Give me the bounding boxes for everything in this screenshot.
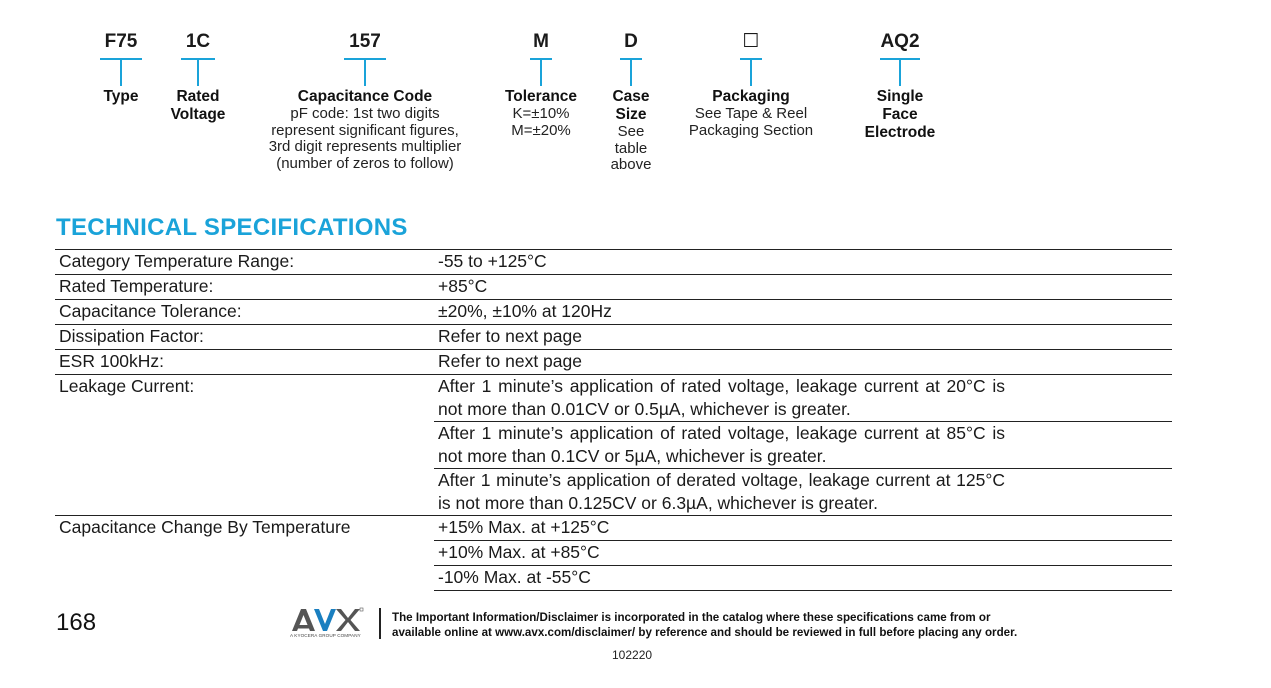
spec-parameter: Capacitance Change By Temperature [55, 516, 434, 591]
spec-value: Refer to next page [434, 325, 1172, 350]
code-bracket [740, 58, 762, 88]
code-part-rated-voltage [163, 30, 233, 124]
code-label-line: Size [615, 106, 647, 123]
table-row [55, 325, 1172, 350]
code-description [245, 106, 485, 172]
table-row [55, 375, 1172, 422]
code-description-line: Packaging Section [688, 121, 814, 139]
spec-value: Refer to next page [434, 350, 1172, 375]
disclaimer [392, 610, 1017, 640]
code-label [855, 88, 945, 142]
code-label-line: Voltage [170, 106, 226, 123]
code-bracket [344, 58, 386, 88]
code-description-line: M=±20% [511, 121, 571, 139]
spec-value [434, 375, 1172, 422]
spec-parameter: Capacitance Tolerance: [55, 300, 434, 325]
code-description-line: K=±10% [512, 105, 570, 122]
disclaimer-line: The Important Information/Disclaimer is incorporated in the catalog where these specifications came from or [392, 611, 991, 624]
spec-value: +85°C [434, 275, 1172, 300]
code-bracket [100, 58, 142, 88]
code-part-tolerance [496, 30, 586, 139]
footer-divider [379, 608, 381, 639]
code-part-packaging [680, 30, 822, 139]
code-description-line: 3rd digit represents multiplier [268, 138, 462, 155]
spec-value-text: After 1 minute’s application of derated voltage, leakage current at 125°C is not more than 0.125CV or 6.3µA, whichever is greater. [438, 470, 1005, 513]
code-bracket [880, 58, 920, 88]
code-label [601, 88, 661, 124]
spec-parameter: Category Temperature Range: [55, 250, 434, 275]
code-description [601, 124, 661, 174]
spec-parameter: ESR 100kHz: [55, 350, 434, 375]
code-label: Packaging [712, 88, 790, 105]
disclaimer-line: available online at www.avx.com/disclaimer/ by reference and should be reviewed in full before placing any order. [392, 626, 1018, 639]
code-bracket [181, 58, 215, 88]
code-bracket [620, 58, 642, 88]
table-row [55, 350, 1172, 375]
spec-value-text: After 1 minute’s application of rated voltage, leakage current at 85°C is not more than 0.1CV or 5µA, whichever is greater. [438, 423, 1005, 466]
code-value: D [624, 31, 638, 52]
spec-parameter: Leakage Current: [55, 375, 434, 516]
spec-value: ±20%, ±10% at 120Hz [434, 300, 1172, 325]
table-row [55, 300, 1172, 325]
table-row [55, 275, 1172, 300]
code-part-single-face-electrode [855, 30, 945, 142]
page-number: 168 [56, 609, 97, 636]
code-description-line: pF code: 1st two digits [290, 105, 440, 122]
code-value: F75 [104, 31, 138, 52]
spec-value: +10% Max. at +85°C [434, 541, 1172, 566]
spec-table [55, 249, 1172, 591]
code-description-line: See [617, 123, 645, 140]
code-description-line: (number of zeros to follow) [276, 154, 454, 172]
code-description-line: above [610, 156, 652, 173]
code-value: AQ2 [880, 31, 920, 52]
code-label: Capacitance Code [297, 88, 433, 105]
table-row [55, 250, 1172, 275]
code-value: M [533, 31, 549, 52]
code-description [496, 106, 586, 139]
section-title: TECHNICAL SPECIFICATIONS [56, 214, 408, 241]
code-label [163, 88, 233, 124]
code-label: Tolerance [504, 88, 578, 105]
code-label-line: Single [876, 88, 924, 105]
code-bracket [530, 58, 552, 88]
code-value: 1C [185, 31, 211, 52]
code-label-line: Rated [176, 88, 220, 105]
spec-value-text: After 1 minute’s application of rated voltage, leakage current at 20°C is not more than 0.01CV or 0.5µA, whichever is greater. [438, 376, 1005, 419]
document-code: 102220 [612, 648, 653, 662]
code-description-line: table [614, 139, 648, 157]
spec-parameter: Rated Temperature: [55, 275, 434, 300]
code-description-line: represent significant figures, [271, 121, 459, 139]
code-label: Type [103, 88, 139, 105]
spec-value: +15% Max. at +125°C [434, 516, 1172, 541]
spec-value [434, 422, 1172, 469]
spec-parameter: Dissipation Factor: [55, 325, 434, 350]
code-value: ☐ [742, 31, 760, 52]
spec-value: -10% Max. at -55°C [434, 566, 1172, 591]
code-description [680, 106, 822, 139]
code-description-line: See Tape & Reel [694, 105, 808, 122]
code-part-case-size [601, 30, 661, 174]
spec-value [434, 469, 1172, 516]
table-row [55, 516, 1172, 541]
avx-logo-icon [290, 607, 364, 633]
spec-value: -55 to +125°C [434, 250, 1172, 275]
code-label-line: Electrode [864, 124, 936, 141]
code-part-type [97, 30, 145, 106]
code-part-capacitance-code [245, 30, 485, 172]
code-label-line: Case [612, 88, 650, 105]
code-label-line: Face [882, 106, 918, 123]
logo-subtext: A KYOCERA GROUP COMPANY [290, 633, 361, 638]
code-value: 157 [349, 31, 381, 52]
